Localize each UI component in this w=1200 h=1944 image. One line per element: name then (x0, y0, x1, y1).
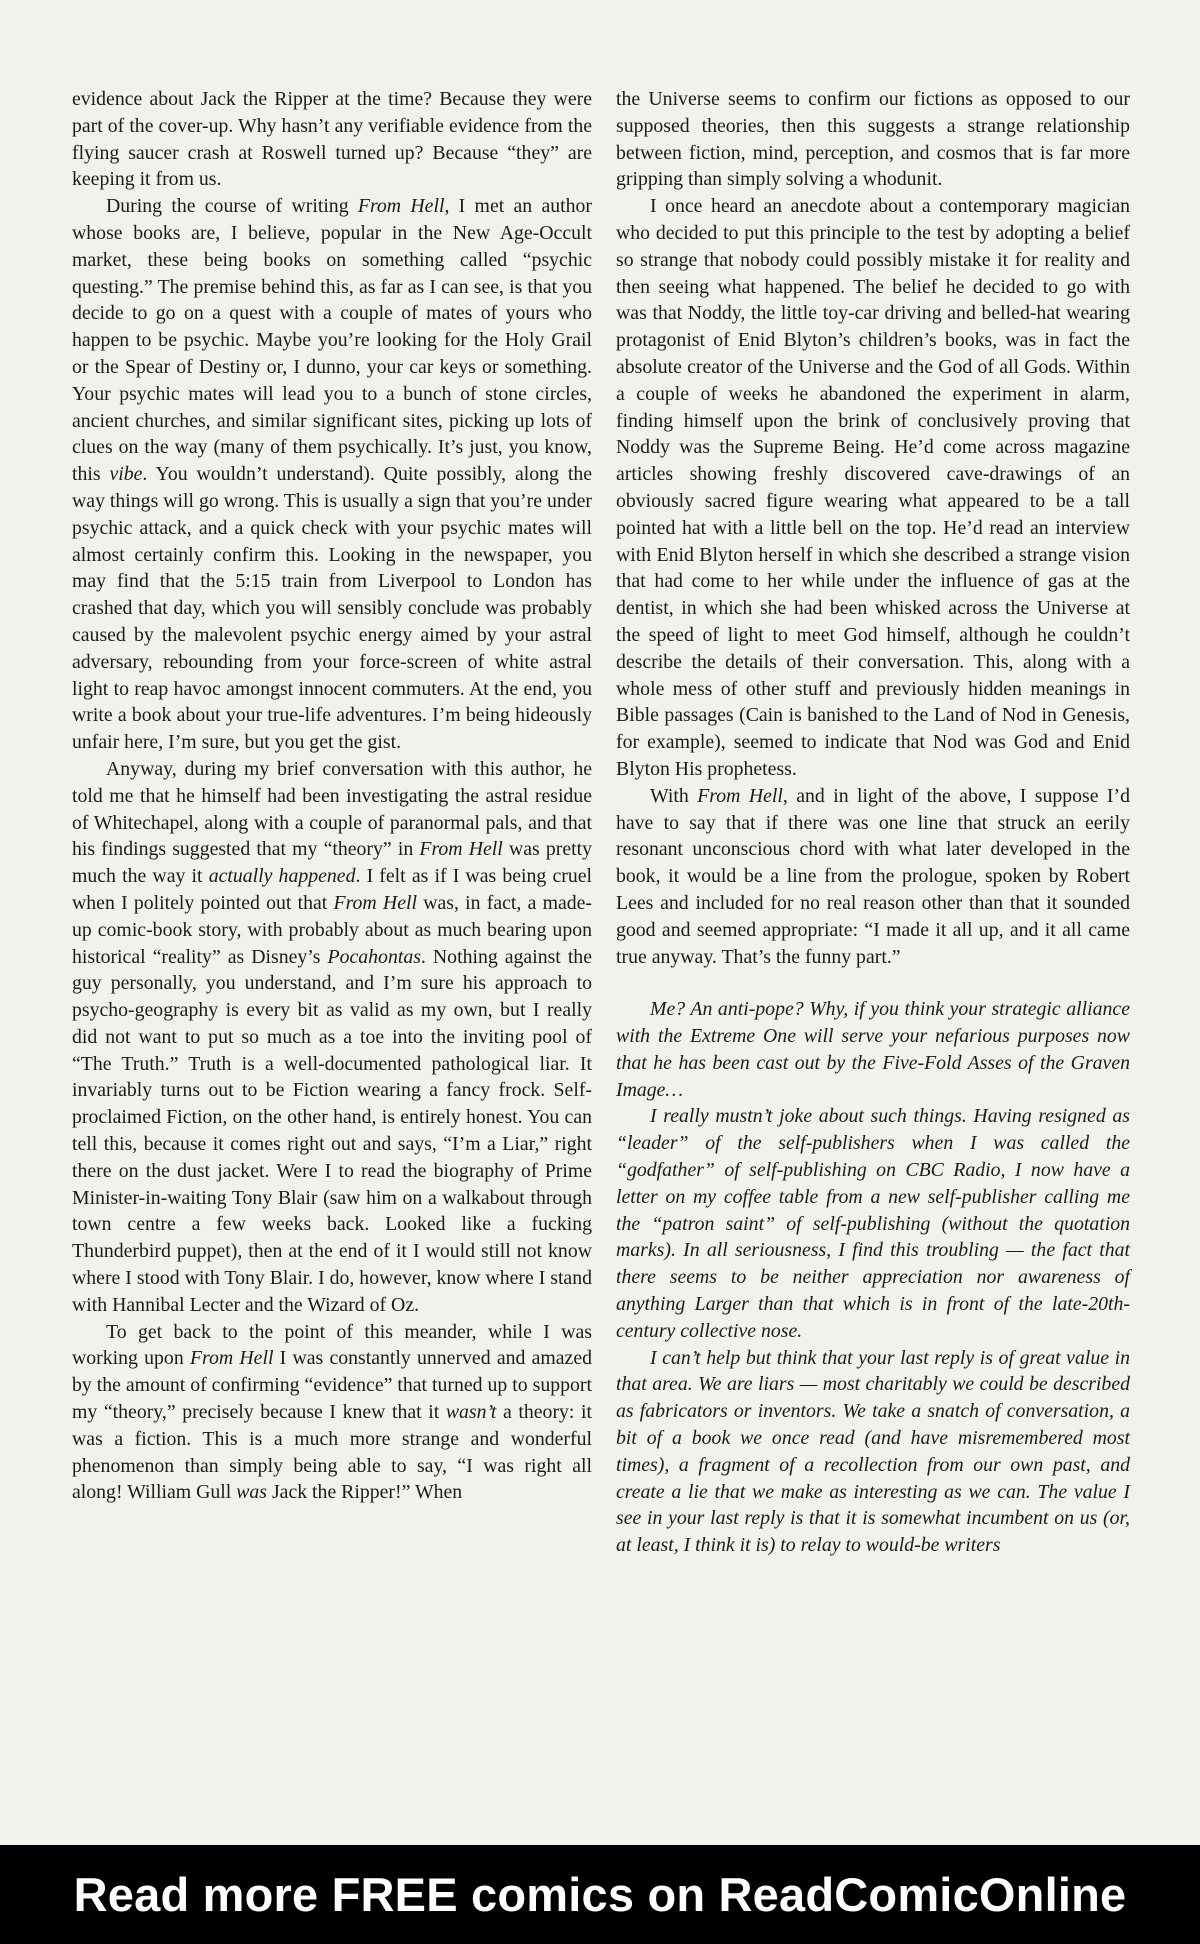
paragraph: With From Hell, and in light of the above, I suppose I’d have to say that if there was one line that struck an eerily resonant unconscious chord with what later developed in the book, it would be a line from the prologue, spoken by Robert Lees and included for no real reason other than that it sounded good and seemed appropriate: “I made it all up, and it all came true anyway. That’s the funny part.” (616, 784, 1130, 968)
left-text-column (72, 86, 592, 1506)
paragraph: Anyway, during my brief conversation with this author, he told me that he himself had been investigating the astral residue of Whitechapel, along with a couple of paranormal pals, and that his findings suggested that my “theory” in From Hell was pretty much the way it actually happened. I felt as if I was being cruel when I politely pointed out that From Hell was, in fact, a made-up comic-book story, with probably about as much bearing upon historical “reality” as Disney’s Pocahontas. Nothing against the guy personally, you understand, and I’m sure his approach to psycho-geography is every bit as valid as my own, but I really did not want to put so much as a toe into the inviting pool of “The Truth.” Truth is a well-documented pathological liar. It invariably turns out to be Fiction wearing a fancy frock. Self-proclaimed Fiction, on the other hand, is entirely honest. You can tell this, because it comes right out and says, “I’m a Liar,” right there on the dust jacket. Were I to read the biography of Prime Minister-in-waiting Tony Blair (saw him on a walkabout through town centre a few weeks back. Looked like a fucking Thunderbird puppet), then at the end of it I would still not know where I stood with Tony Blair. I do, however, know where I stand with Hannibal Lecter and the Wizard of Oz. (72, 757, 593, 1316)
italic-reply-paragraph: Me? An anti-pope? Why, if you think your strategic alliance with the Extreme One will serve your nefarious purposes now that he has been cast out by the Five-Fold Asses of the Graven Image… (616, 998, 1130, 1101)
paragraph: evidence about Jack the Ripper at the time? Because they were part of the cover-up. Why hasn’t any verifiable evidence from the flying saucer crash at Roswell turned up? Because “they” are keeping it from us. (72, 88, 592, 191)
right-text-column (616, 86, 1130, 1559)
banner-text[interactable]: Read more FREE comics on ReadComicOnline (73, 1868, 1127, 1921)
italic-reply-paragraph: I really mustn’t joke about such things. Having resigned as “leader” of the self-publishers when I was called the “godfather” of self-publishing on CBC Radio, I now have a letter on my coffee table from a new self-publisher calling me the “patron saint” of self-publishing (without the quotation marks). In all seriousness, I find this troubling — the fact that there seems to be neither appreciation nor awareness of anything Larger than that which is in front of the late-20th-century collective nose. (616, 1105, 1130, 1342)
read-more-banner[interactable] (0, 1845, 1200, 1944)
paragraph: To get back to the point of this meander, while I was working upon From Hell I was constantly unnerved and amazed by the amount of confirming “evidence” that turned up to support my “theory,” precisely because I knew that it wasn’t a theory: it was a fiction. This is a much more strange and wonderful phenomenon than simply being able to say, “I was right all along! William Gull was Jack the Ripper!” When (72, 1320, 592, 1504)
italic-reply-paragraph: I can’t help but think that your last reply is of great value in that area. We are liars — most charitably we could be described as fabricators or inventors. We take a snatch of conversation, a bit of a book we once read (and have misremembered most times), a fragment of a recollection from our own past, and create a lie that we make as interesting as we can. The value I see in your last reply is that it is somewhat incumbent on us (or, at least, I think it is) to relay to would-be writers (616, 1346, 1130, 1557)
paragraph: I once heard an anecdote about a contemporary magician who decided to put this principle to the test by adopting a belief so strange that nobody could possibly mistake it for reality and then seeing what happened. The belief he decided to go with was that Noddy, the little toy-car driving and belled-hat wearing protagonist of Enid Blyton’s children’s books, was in fact the absolute creator of the Universe and the God of all Gods. Within a couple of weeks he abandoned the experiment in alarm, finding himself upon the brink of conclusively proving that Noddy was the Supreme Being. He’d come across magazine articles showing freshly discovered cave-drawings of an obviously sacred figure wearing what appeared to be a tall pointed hat with a little bell on the top. He’d read an interview with Enid Blyton herself in which she described a strange vision that had come to her while under the influence of gas at the dentist, in which she had been whisked across the Universe at the speed of light to meet God himself, although he couldn’t describe the details of their conversation. This, along with a whole mess of other stuff and previously hidden meanings in Bible passages (Cain is banished to the Land of Nod in Genesis, for example), seemed to indicate that Nod was God and Enid Blyton His prophetess. (616, 195, 1130, 780)
paragraph: During the course of writing From Hell, I met an author whose books are, I believe, popular in the New Age-Occult market, these being books on something called “psychic questing.” The premise behind this, as far as I can see, is that you decide to go on a quest with a couple of mates of yours who happen to be psychic. Maybe you’re looking for the Holy Grail or the Spear of Destiny or, I dunno, your car keys or something. Your psychic mates will lead you to a bunch of stone circles, ancient churches, and similar significant sites, picking up lots of clues on the way (many of them psychically. It’s just, you know, this vibe. You wouldn’t understand). Quite possibly, along the way things will go wrong. This is usually a sign that you’re under psychic attack, and a quick check with your psychic mates will almost certainly confirm this. Looking in the newspaper, you may find that the 5:15 train from Liverpool to London has crashed that day, which you will sensibly conclude was probably caused by the malevolent psychic energy aimed by your astral adversary, rebounding from your force-screen of white astral light to reap havoc amongst innocent commuters. At the end, you write a book about your true-life adventures. I’m being hideously unfair here, I’m sure, but you get the gist. (72, 195, 592, 754)
paragraph: the Universe seems to confirm our fictions as opposed to our supposed theories, then this suggests a strange relationship between fiction, mind, perception, and cosmos that is far more gripping than simply solving a whodunit. (616, 88, 1130, 191)
